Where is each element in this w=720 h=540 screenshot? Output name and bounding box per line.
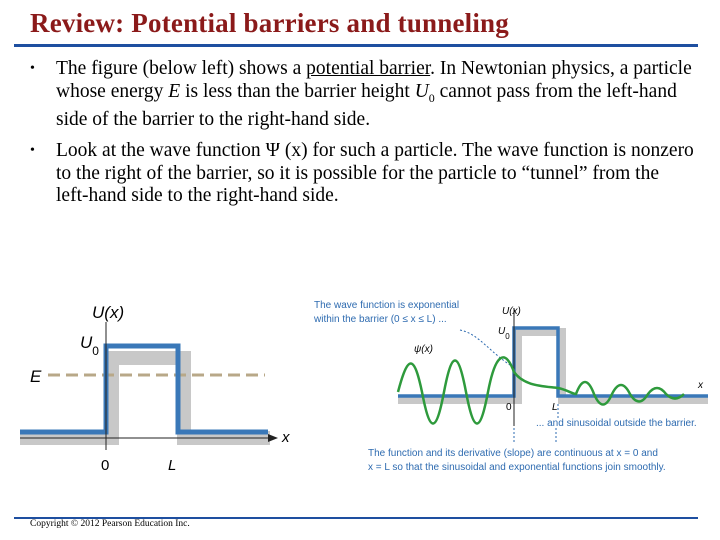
l-tick-label: L — [168, 457, 177, 474]
bullet-text-2: Look at the wave function Ψ (x) for such a particle. The wave function is nonzero to the right of the barrier, so it is possible for the particle to “tunnel” from the left-hand side to the right-hand side. — [56, 140, 694, 206]
psi-label: ψ(x) — [414, 344, 433, 355]
callout-exponential-1: The wave function is exponential — [314, 300, 460, 311]
x-label-right: x — [698, 380, 703, 391]
psi-symbol: Ψ (x) — [265, 140, 308, 161]
barrier-shadow — [20, 358, 270, 438]
bullet-marker: • — [30, 61, 35, 76]
zero-tick-label: 0 — [101, 457, 110, 474]
energy-label: E — [30, 367, 42, 386]
l-label-right: L — [552, 402, 558, 413]
wave-function-curve — [398, 357, 684, 423]
potential-barrier-link[interactable]: potential barrier — [306, 58, 431, 79]
x-axis-label: x — [282, 429, 290, 446]
callout-sinusoidal: ... and sinusoidal outside the barrier. — [536, 418, 697, 429]
u0-label: $U_0$ — [80, 333, 99, 358]
callout-exponential-2: within the barrier (0 ≤ x ≤ L) ... — [314, 314, 447, 325]
bullet-text-1: The figure (below left) shows a potential barrier. In Newtonian physics, a particle whose energy E is less than the barrier height $U_0$ cannot pass from the left-hand side of the barrier to the right-hand side. — [56, 58, 692, 130]
u-axis-label: U(x) — [502, 306, 521, 317]
slide-title: Review: Potential barriers and tunneling — [30, 8, 509, 38]
copyright-text: Copyright © 2012 Pearson Education Inc. — [30, 519, 190, 529]
tunneling-figure — [310, 294, 720, 504]
bullet-marker: • — [30, 143, 35, 158]
x-axis-arrow — [268, 434, 278, 442]
y-axis-label: U(x) — [92, 303, 125, 322]
u0-label-right: $U_0$ — [498, 326, 510, 341]
title-rule — [14, 44, 698, 47]
zero-label-right: 0 — [506, 402, 512, 413]
barrier-figure — [0, 270, 300, 510]
callout-continuous-1: The function and its derivative (slope) are continuous at x = 0 and — [368, 448, 658, 459]
callout-continuous-2: x = L so that the sinusoidal and exponential functions join smoothly. — [368, 462, 666, 473]
